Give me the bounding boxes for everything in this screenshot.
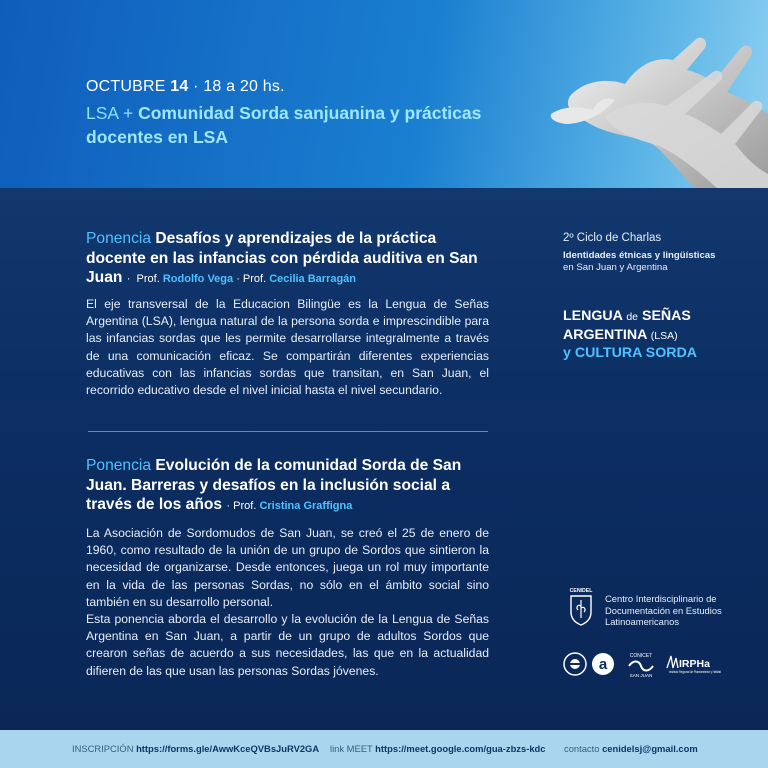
footer-meet: link MEET https://meet.google.com/gua-zbzs-kdc: [330, 743, 546, 754]
talk-1-title: [86, 229, 486, 290]
contact-email-link[interactable]: cenidelsj@gmail.com: [602, 743, 698, 754]
speaker-cristina-graffigna: Cristina Graffigna: [259, 500, 353, 512]
talk-2-description: [86, 525, 489, 680]
cycle-theme: LENGUA de SEÑAS ARGENTINA (LSA) y CULTURA SORDA: [563, 308, 697, 361]
talk-2-description-p1: La Asociación de Sordomudos de San Juan, se creó el 25 de enero de 1960, como resultado de la unión de un grupo de Sordos que sintieron la necesidad de organizarse. Desde entonces, juega un rol muy importante en la vida de las personas Sordas, no sólo en el ámbito social sino también en su desarrollo personal.: [86, 526, 489, 609]
cenidel-logo-label: CENIDEL: [569, 588, 593, 594]
cenidel-logo: [563, 586, 599, 626]
irpha-logo-label: IRPHa: [679, 658, 710, 670]
cycle-label: 2º Ciclo de Charlas: [563, 232, 662, 244]
talk-2-description-p2: Esta ponencia aborda el desarrollo y la evolución de la Lengua de Señas Argentina en San Juan, a partir de un grupo de adultos Sordos que crearon señas de acuerdo a sus necesidades, las que en la actualidad difieren de las que usan las personas Sordas jóvenes.: [86, 612, 489, 678]
event-date: [86, 78, 285, 96]
irpha-logo-sub: Instituto Regional de Planeamiento y Hábitat: [669, 670, 722, 674]
footer-contacto: contacto cenidelsj@gmail.com: [564, 743, 698, 754]
footer-bar: [0, 730, 768, 768]
section-divider: [88, 431, 488, 432]
event-title-prefix: LSA +: [86, 103, 134, 123]
hands-illustration: [545, 18, 768, 188]
university-seal-icon: [564, 653, 586, 675]
talk-2-kind: Ponencia: [86, 457, 152, 474]
svg-text:a: a: [598, 656, 608, 673]
event-title-main: Comunidad Sorda sanjuanina y prácticas docentes en LSA: [86, 103, 482, 147]
talk-2-title: [86, 456, 486, 517]
header-banner: [0, 0, 768, 188]
conicet-logo-label: CONICET: [629, 653, 653, 659]
talk-1-kind: Ponencia: [86, 230, 152, 247]
event-month: OCTUBRE: [86, 78, 166, 95]
talk-2-speakers: · Prof. Cristina Graffigna: [226, 500, 353, 512]
conicet-logo-sub: SAN JUAN: [629, 673, 653, 678]
event-title: [86, 101, 506, 149]
footer-inscripcion: INSCRIPCIÓN https://forms.gle/AwwKceQVBsJuRV2GA: [72, 743, 320, 754]
talk-1-speakers: · Prof. Rodolfo Vega · Prof. Cecilia Barragán: [126, 273, 357, 285]
irpha-logo: [667, 656, 721, 674]
event-day: 14: [170, 78, 189, 95]
event-time: · 18 a 20 hs.: [193, 78, 285, 95]
talk-1-heading: Desafíos y aprendizajes de la práctica docente en las infancias con pérdida auditiva en San Juan: [86, 230, 478, 286]
talk-2-heading: Evolución de la comunidad Sorda de San Juan. Barreras y desafíos en la inclusión social a través de los años: [86, 457, 462, 513]
partner-logos: [563, 650, 723, 680]
meet-link[interactable]: https://meet.google.com/gua-zbzs-kdc: [375, 743, 546, 754]
inscripcion-link[interactable]: https://forms.gle/AwwKceQVBsJuRV2GA: [136, 743, 320, 754]
a-logo-icon: [592, 653, 614, 675]
conicet-logo: [629, 653, 653, 678]
talk-1-description: El eje transversal de la Educacion Bilingüe es la Lengua de Señas Argentina (LSA), lengua natural de la persona sorda e imprescindible para las infancias sordas que les permite desarrollarse integralmente a través de una comunicación eficaz. Se compartirán diferentes experiencias educativas con las infancias sordas que transitan, en San Juan, el recorrido educativo desde el nivel inicial hasta el nivel secundario.: [86, 297, 489, 398]
speaker-rodolfo-vega: Rodolfo Vega: [162, 273, 234, 285]
speaker-cecilia-barragan: Cecilia Barragán: [269, 273, 357, 285]
cenidel-text: Centro Interdisciplinario de Documentación en Estudios Latinoamericanos: [605, 593, 722, 627]
cycle-subtitle: Identidades étnicas y lingüísticas en San Juan y Argentina: [563, 250, 716, 273]
